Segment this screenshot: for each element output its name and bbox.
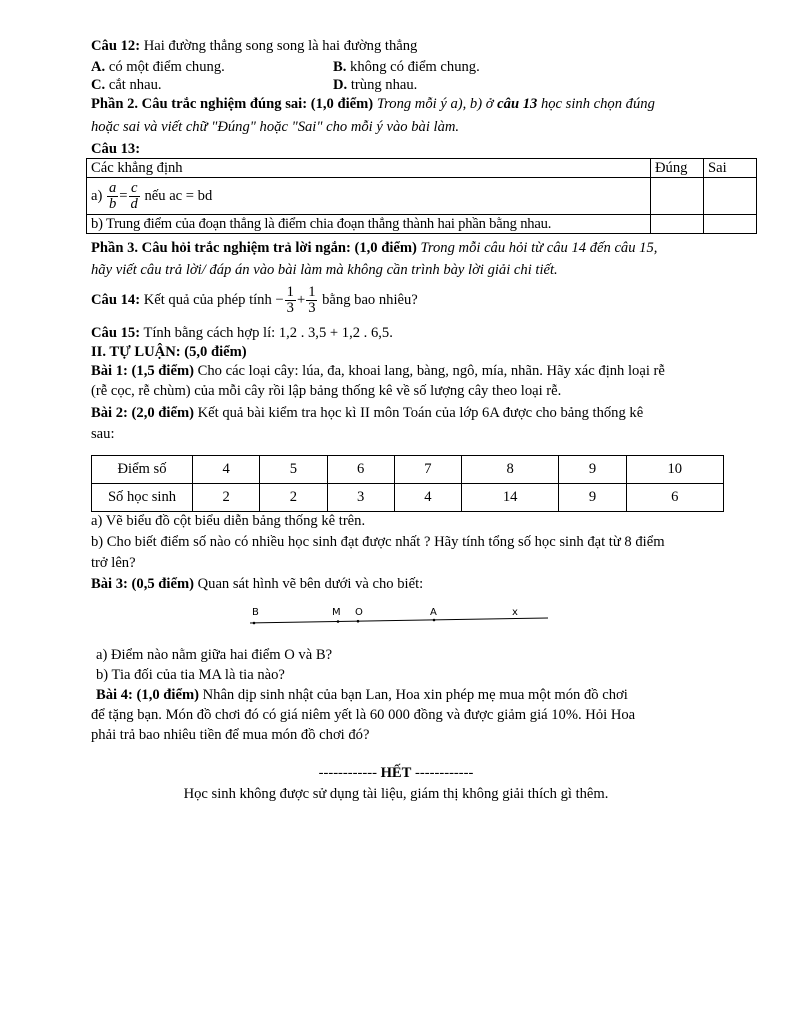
q12-option-b: [333, 59, 480, 76]
row-header-score: Điểm số: [92, 456, 193, 484]
fraction: [306, 285, 317, 316]
q15: [91, 325, 393, 342]
end-dashes-left: ------------: [318, 765, 381, 781]
statement-a-prefix: a): [91, 187, 103, 204]
q15-text: Tính bằng cách hợp lí: 1,2 . 3,5 + 1,2 . 6,5.: [140, 325, 393, 341]
part2-instruction: Trong mỗi ý a), b) ở: [373, 96, 498, 112]
q12-option-c: [91, 77, 162, 94]
header-false: Sai: [704, 159, 757, 178]
bai4-line2: để tặng bạn. Món đồ chơi đó có giá niêm yết là 60 000 đồng và được giảm giá 10%. Hỏi Hoa: [91, 707, 636, 723]
point-label-x: x: [512, 607, 518, 618]
fraction-denominator: 3: [308, 300, 316, 316]
table-cell: 14: [462, 484, 559, 512]
option-text: cắt nhau.: [105, 77, 162, 93]
table-row: [87, 215, 757, 234]
fraction-numerator: a: [109, 179, 117, 196]
fraction-denominator: b: [109, 195, 117, 212]
answer-cell: [704, 178, 757, 215]
point-m-dot: [337, 620, 340, 623]
bai4-line3: phải trả bao nhiêu tiền để mua món đồ chơi đó?: [91, 727, 370, 743]
fraction-denominator: d: [130, 195, 138, 212]
part3-instruction-line2: hãy viết câu trả lời/ đáp án vào bài làm mà không cần trình bày lời giải chi tiết.: [91, 262, 558, 278]
statement-b: b) Trung điểm của đoạn thẳng là điểm chia đoạn thẳng thành hai phần bằng nhau.: [87, 215, 651, 234]
table-row: [87, 178, 757, 215]
plus-sign: +: [296, 291, 306, 308]
q13-label: Câu 13:: [91, 141, 141, 157]
part2-instruction-tail: học sinh chọn đúng: [537, 96, 655, 112]
q15-label: Câu 15:: [91, 325, 141, 341]
header-statements: Các khẳng định: [87, 159, 651, 178]
q14: [91, 285, 418, 316]
option-key: A.: [91, 59, 106, 75]
row-header-students: Số học sinh: [92, 484, 193, 512]
fraction-numerator: 1: [286, 284, 294, 300]
bai1-label: Bài 1: (1,5 điểm): [91, 363, 194, 379]
bai1-text: Cho các loại cây: lúa, đa, khoai lang, bàng, ngô, mía, nhãn. Hãy xác định loại rễ: [193, 363, 665, 379]
ray-line: [250, 618, 548, 623]
bai2-question-b-line2: trở lên?: [91, 555, 136, 571]
bai4-text: Nhân dịp sinh nhật của bạn Lan, Hoa xin phép mẹ mua một món đồ chơi: [198, 687, 628, 703]
option-text: trùng nhau.: [347, 77, 418, 93]
point-o-dot: [357, 620, 360, 623]
q13-table: [86, 158, 757, 234]
table-row: [87, 159, 757, 178]
option-key: C.: [91, 77, 106, 93]
bai3-label: Bài 3: (0,5 điểm): [91, 576, 194, 592]
bai2-line1: [91, 405, 643, 422]
statement-a: [87, 178, 651, 215]
table-cell: 6: [626, 484, 723, 512]
answer-cell: [651, 178, 704, 215]
table-cell: 2: [260, 484, 327, 512]
q12-option-a: [91, 59, 225, 76]
option-key: D.: [333, 77, 348, 93]
fraction: [107, 181, 118, 212]
answer-cell: [704, 215, 757, 234]
table-cell: 9: [559, 456, 626, 484]
answer-cell: [651, 215, 704, 234]
bai1-line1: [91, 363, 665, 380]
bai2-question-a: a) Vẽ biểu đồ cột biểu diễn bảng thống kê trên.: [91, 513, 366, 529]
table-cell: 10: [626, 456, 723, 484]
table-cell: 6: [327, 456, 394, 484]
part3-instruction: Trong mỗi câu hỏi từ câu 14 đến câu 15,: [416, 240, 658, 256]
option-text: không có điểm chung.: [346, 59, 480, 75]
end-note: Học sinh không được sử dụng tài liệu, giám thị không giải thích gì thêm.: [183, 786, 609, 802]
part2-heading: Phần 2. Câu trắc nghiệm đúng sai: (1,0 điểm): [91, 96, 374, 112]
statement-a-suffix: nếu ac = bd: [144, 187, 213, 204]
q12-text: Hai đường thẳng song song là hai đường thẳng: [140, 38, 418, 54]
point-label-o: O: [355, 607, 363, 618]
point-a-dot: [433, 619, 436, 622]
q12-label: Câu 12:: [91, 38, 141, 54]
option-key: B.: [333, 59, 347, 75]
bai1-line2: (rễ cọc, rễ chùm) của mỗi cây rồi lập bảng thống kê về số lượng cây theo loại rễ.: [91, 383, 562, 399]
bai3-line: [91, 576, 423, 593]
score-table: [91, 455, 724, 512]
table-cell: 4: [394, 484, 461, 512]
table-cell: 5: [260, 456, 327, 484]
fraction: [285, 285, 296, 316]
bai3-text: Quan sát hình vẽ bên dưới và cho biết:: [193, 576, 424, 592]
part3-heading: Phần 3. Câu hỏi trắc nghiệm trả lời ngắn: (1,0 điểm): [91, 240, 417, 256]
fraction-denominator: 3: [286, 300, 294, 316]
point-label-m: M: [332, 607, 341, 618]
bai2-question-b-line1: b) Cho biết điểm số nào có nhiều học sinh đạt được nhất ? Hãy tính tổng số học sinh đạt từ 8 điểm: [91, 534, 665, 550]
q14-tail: bằng bao nhiêu?: [318, 291, 418, 308]
end-marker: [0, 765, 792, 782]
essay-heading: II. TỰ LUẬN: (5,0 điểm): [91, 344, 247, 360]
table-cell: 8: [462, 456, 559, 484]
option-text: có một điểm chung.: [105, 59, 225, 75]
part2-heading-line: [91, 96, 655, 113]
bai3-question-b: b) Tia đối của tia MA là tia nào?: [96, 667, 285, 683]
table-cell: 2: [193, 484, 260, 512]
point-b-dot: [253, 622, 256, 625]
equals-sign: =: [119, 187, 128, 204]
table-cell: 3: [327, 484, 394, 512]
end-dashes-right: ------------: [411, 765, 474, 781]
q12-option-d: [333, 77, 417, 94]
q14-text: Kết quả của phép tính: [140, 291, 276, 308]
part2-instruction-bold: câu 13: [497, 96, 538, 112]
bai2-text: Kết quả bài kiểm tra học kì II môn Toán của lớp 6A được cho bảng thống kê: [193, 405, 644, 421]
q12-stem: [91, 38, 417, 55]
bai2-line2: sau:: [91, 426, 115, 442]
table-cell: 9: [559, 484, 626, 512]
part3-heading-line: [91, 240, 657, 257]
fraction-numerator: 1: [308, 284, 316, 300]
header-true: Đúng: [651, 159, 704, 178]
table-cell: 7: [394, 456, 461, 484]
point-label-b: B: [252, 607, 259, 618]
fraction: [129, 181, 140, 212]
bai2-label: Bài 2: (2,0 điểm): [91, 405, 194, 421]
end-label: HẾT: [380, 765, 412, 781]
geometry-figure: [248, 600, 558, 630]
q14-label: Câu 14:: [91, 291, 141, 308]
table-row: [92, 456, 724, 484]
table-cell: 4: [193, 456, 260, 484]
bai4-label: Bài 4: (1,0 điểm): [96, 687, 199, 703]
bai4-line1: [96, 687, 628, 704]
minus-sign: −: [275, 291, 284, 308]
fraction-numerator: c: [129, 181, 140, 197]
bai3-question-a: a) Điểm nào nằm giữa hai điểm O và B?: [96, 647, 333, 663]
point-label-a: A: [430, 607, 437, 618]
part2-instruction-line2: hoặc sai và viết chữ "Đúng" hoặc "Sai" cho mỗi ý vào bài làm.: [91, 119, 460, 135]
table-row: [92, 484, 724, 512]
